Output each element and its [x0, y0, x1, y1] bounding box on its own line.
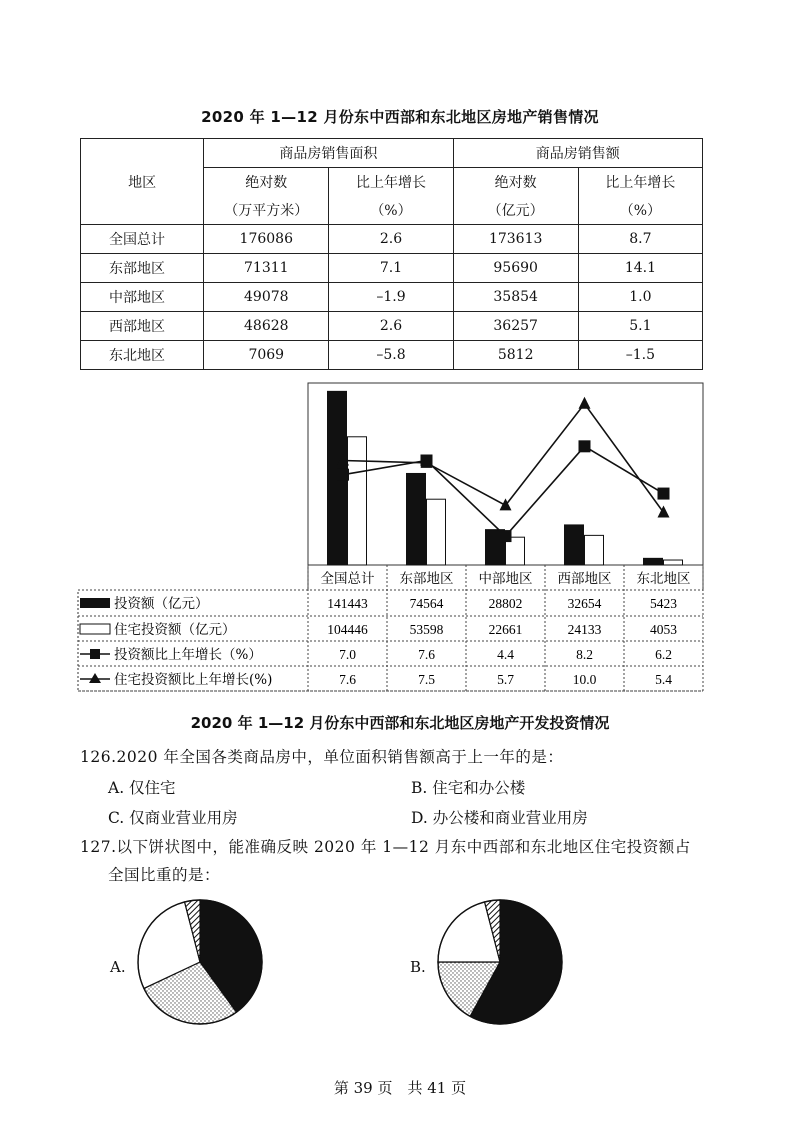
area-abs-header: 绝对数 [204, 168, 329, 197]
area-group-header: 商品房销售面积 [204, 139, 453, 168]
area-growth-cell: 7.1 [329, 254, 453, 283]
bar-residential-investment [348, 437, 367, 565]
area-growth-cell: 2.6 [329, 225, 453, 254]
area-growth-header: 比上年增长 [329, 168, 453, 197]
bar-investment [644, 558, 663, 565]
area-growth-cell: 2.6 [329, 312, 453, 341]
data-value-label: 28802 [488, 596, 523, 611]
area-cell: 176086 [204, 225, 329, 254]
amount-growth-cell: –1.5 [578, 341, 702, 370]
amount-abs-header: 绝对数 [453, 168, 578, 197]
question-126-option-c[interactable]: C. 仅商业营业用房 [108, 809, 238, 827]
region-cell: 全国总计 [81, 225, 204, 254]
category-label: 全国总计 [320, 571, 375, 587]
data-value-label: 32654 [567, 596, 602, 611]
bar-investment [407, 473, 426, 565]
data-value-label: 7.6 [339, 672, 356, 687]
data-value-label: 104446 [327, 622, 368, 637]
question-127-option-a[interactable]: A. [110, 958, 126, 976]
legend-marker-triangle [89, 673, 101, 683]
region-cell: 东部地区 [81, 254, 204, 283]
data-value-label: 7.6 [418, 647, 435, 662]
residential-growth-marker [579, 397, 591, 409]
question-126-option-d[interactable]: D. 办公楼和商业营业用房 [411, 809, 588, 827]
data-value-label: 6.2 [655, 647, 672, 662]
data-value-label: 74564 [409, 596, 444, 611]
region-cell: 东北地区 [81, 341, 204, 370]
amount-cell: 5812 [453, 341, 578, 370]
investment-growth-marker [500, 530, 512, 542]
area-cell: 7069 [204, 341, 329, 370]
investment-growth-marker [658, 488, 670, 500]
amount-group-header: 商品房销售额 [453, 139, 702, 168]
area-cell: 48628 [204, 312, 329, 341]
data-value-label: 5423 [650, 596, 677, 611]
amount-growth-header: 比上年增长 [578, 168, 702, 197]
bar-residential-investment [427, 499, 446, 565]
legend-label: 投资额（亿元） [114, 596, 209, 612]
residential-growth-line [343, 404, 664, 513]
chart-marks [328, 391, 683, 565]
data-value-label: 4.4 [497, 647, 514, 662]
legend-label: 投资额比上年增长（%） [114, 647, 262, 663]
question-127-option-b[interactable]: B. [410, 958, 426, 976]
data-value-label: 53598 [409, 622, 444, 637]
data-value-label: 4053 [650, 622, 677, 637]
data-value-label: 8.2 [576, 647, 593, 662]
amount-unit: （亿元） [453, 197, 578, 225]
legend-label: 住宅投资额比上年增长(%) [114, 672, 273, 688]
area-unit: （万平方米） [204, 197, 329, 225]
investment-growth-marker [337, 469, 349, 481]
category-label: 中部地区 [478, 571, 533, 587]
legend-swatch-filled [80, 598, 110, 608]
legend-label: 住宅投资额（亿元） [114, 622, 236, 638]
data-value-label: 7.5 [418, 672, 435, 687]
amount-growth-cell: 1.0 [578, 283, 702, 312]
pie-chart-b [438, 900, 562, 1024]
question-127-stem-line2: 全国比重的是： [108, 866, 221, 884]
investment-growth-line [343, 446, 664, 536]
data-value-label: 22661 [488, 622, 523, 637]
area-cell: 71311 [204, 254, 329, 283]
chart-data-table [80, 570, 691, 688]
question-126-stem: 126.2020 年全国各类商品房中，单位面积销售额高于上一年的是： [80, 748, 564, 766]
data-value-label: 10.0 [572, 672, 597, 687]
amount-growth-cell: 5.1 [578, 312, 702, 341]
question-127-stem: 127.以下饼状图中，能准确反映 2020 年 1—12 月东中西部和东北地区住宅投资额占 [80, 838, 691, 856]
amount-cell: 95690 [453, 254, 578, 283]
amount-growth-unit: （%） [578, 197, 702, 225]
investment-chart-title: 2020 年 1—12 月份东中西部和东北地区房地产开发投资情况 [190, 714, 610, 732]
pie-chart-a [138, 900, 262, 1024]
category-label: 西部地区 [557, 571, 612, 587]
region-cell: 西部地区 [81, 312, 204, 341]
region-header: 地区 [81, 139, 204, 225]
legend-swatch-hollow [80, 624, 110, 634]
amount-cell: 173613 [453, 225, 578, 254]
investment-growth-marker [579, 440, 591, 452]
bar-investment [565, 525, 584, 565]
data-value-label: 5.7 [497, 672, 514, 687]
legend-marker-square [90, 649, 100, 659]
category-label: 东北地区 [636, 571, 691, 587]
data-value-label: 141443 [327, 596, 368, 611]
bar-residential-investment [585, 535, 604, 565]
data-value-label: 24133 [567, 622, 602, 637]
amount-growth-cell: 14.1 [578, 254, 702, 283]
category-label: 东部地区 [399, 571, 454, 587]
chart-frame [78, 383, 703, 691]
data-value-label: 5.4 [655, 672, 672, 687]
amount-cell: 36257 [453, 312, 578, 341]
question-126-option-a[interactable]: A. 仅住宅 [108, 779, 176, 797]
data-value-label: 7.0 [339, 647, 356, 662]
area-cell: 49078 [204, 283, 329, 312]
area-growth-cell: –1.9 [329, 283, 453, 312]
question-126-option-b[interactable]: B. 住宅和办公楼 [411, 779, 526, 797]
area-growth-cell: –5.8 [329, 341, 453, 370]
region-cell: 中部地区 [81, 283, 204, 312]
bar-residential-investment [664, 560, 683, 565]
amount-growth-cell: 8.7 [578, 225, 702, 254]
sales-table-title: 2020 年 1—12 月份东中西部和东北地区房地产销售情况 [201, 108, 599, 126]
area-growth-unit: （%） [329, 197, 453, 225]
page-footer: 第 39 页 共 41 页 [333, 1079, 467, 1097]
amount-cell: 35854 [453, 283, 578, 312]
